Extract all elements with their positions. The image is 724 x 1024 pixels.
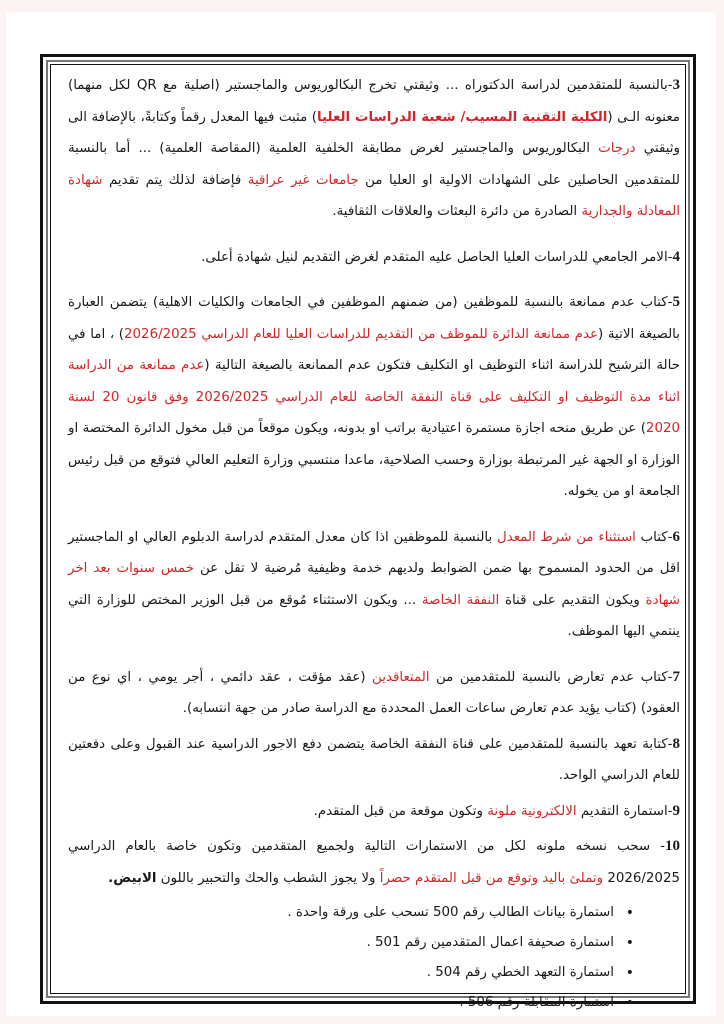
highlighted-text: النفقة الخاصة: [421, 592, 500, 608]
item-number: 9: [672, 802, 680, 819]
page-sheet: [6, 12, 716, 1016]
item-text: ولا يجوز الشطب والحك والتحبير باللون: [156, 870, 380, 886]
item-text: ) ، اما في حالة الترشيح للدراسة اثناء التوظيف او التكليف فتكون عدم الممانعة بالصيغة التالية (: [68, 326, 680, 373]
requirement-item-7: [68, 662, 680, 725]
item-number: 4: [672, 248, 680, 265]
item-text: (عقد مؤقت ، عقد دائمي ، أجر يومي ، اي نوع من العقود) (كتاب يؤيد عدم تعارض ساعات العمل المحددة مع الدراسة صادر من جهة انتسابه).: [68, 669, 680, 716]
item-text: الصادرة من دائرة البعثات والعلاقات الثقافية.: [332, 204, 582, 219]
highlighted-text: درجات: [598, 141, 636, 156]
item-number: 10: [665, 838, 680, 854]
item-text: -بالنسبة للمتقدمين لدراسة الدكتوراه ... وثيقتي تخرج البكالوريوس والماجستير (اصلية مع QR لكل منهما) معنونه الـى (: [68, 78, 680, 125]
item-text: - سحب نسخه ملونه لكل من الاستمارات التالية ولجميع المتقدمين وتكون خاصة بالعام الدراسي 2026/2025: [68, 839, 680, 886]
item-text: وتكون موقعة من قبل المتقدم.: [313, 803, 488, 819]
item-text: -استمارة التقديم: [576, 803, 673, 819]
highlighted-text: شهادة المعادلة والجدارية: [68, 172, 680, 219]
highlighted-text: الالكترونية ملونة: [487, 803, 577, 819]
requirement-item-4: [68, 242, 680, 274]
item-text: -كتاب: [635, 529, 673, 545]
requirement-item-3: [68, 70, 680, 228]
item-number: 5: [672, 294, 680, 310]
form-list-item: • استمارة بيانات الطالب رقم 500 تسحب على ورقة واحدة .: [68, 898, 634, 928]
highlighted-text: عدم ممانعة الدائرة للموظف من التقديم للدراسات العليا للعام الدراسي 2026/2025: [124, 326, 598, 342]
document-body: [68, 70, 680, 1018]
requirement-item-10: [68, 831, 680, 894]
item-text: ويكون التقديم على قناة: [499, 592, 646, 608]
item-number: 7: [672, 668, 681, 685]
item-text: ) مثبت فيها المعدل رقماً وكتابةً، بالإضافة الى وثيقتي: [68, 109, 680, 156]
highlighted-text: وتملئ باليد وتوقع من قبل المتقدم حصراً: [379, 870, 604, 886]
item-text: -كتاب عدم تعارض بالنسبة للمتقدمين من: [429, 669, 673, 685]
requirements-list: [68, 70, 680, 894]
item-number: 3: [672, 77, 681, 93]
form-list-item: • استمارة المقابلة رقم 506 .: [68, 988, 634, 1018]
item-text: ... ويكون الاستثناء مُوقع من قبل الوزير المختص للوزارة التي ينتمي اليها الموظف.: [68, 592, 680, 639]
form-list-item: • استمارة التعهد الخطي رقم 504 .: [68, 958, 634, 988]
item-text: -الامر الجامعي للدراسات العليا الحاصل عليه المتقدم لغرض التقديم لنيل شهادة أعلى.: [201, 249, 673, 265]
item-text: -كتابة تعهد بالنسبة للمتقدمين على قناة النفقة الخاصة يتضمن دفع الاجور الدراسية عند القبول وعلى دفعتين للعام الدراسي الواحد.: [68, 736, 680, 783]
item-text: الابيض.: [108, 870, 157, 886]
item-text: البكالوريوس والماجستير لغرض مطابقة الخلفية العلمية (المقاصة العلمية) ... أما بالنسبة للمتقدمين الحاصلين على الشهادات الاولية او العليا من: [68, 141, 681, 188]
highlighted-text: استثناء من شرط المعدل: [496, 529, 636, 545]
requirement-item-6: [68, 522, 680, 648]
item-text: فإضافة لذلك يتم تقديم: [102, 172, 248, 188]
requirement-item-8: [68, 729, 680, 792]
item-text: -كتاب عدم ممانعة بالنسبة للموظفين (من ضمنهم الموظفين في الجامعات والكليات الاهلية) يتضمن العبارة بالصيغة الاتية (: [68, 295, 680, 342]
item-number: 6: [672, 528, 680, 545]
item-text: بالنسبة للموظفين اذا كان معدل المتقدم لدراسة الدبلوم العالي او الماجستير اقل من الحدود المسموح بها ضمن الضوابط ولديهم خدمة وظيفية مُرضية لا تقل عن: [68, 529, 681, 576]
item-text: ) عن طريق منحه اجازة مستمرة اعتيادية براتب او بدونه، ويكون موقعاً من قبل مخول الدائرة المختصة او الوزارة او الجهة غير المرتبطة بوزارة وحسب الصلاحية، ماعدا منتسبي وزارة التعليم العالي فتوقع من قبل رئيس الجامعة او من يخوله.: [68, 421, 680, 499]
highlighted-text: المتعاقدين: [372, 669, 430, 685]
highlighted-text: خمس سنوات بعد اخر شهادة: [68, 561, 680, 608]
highlighted-text: الكلية التقنية المسيب/ شعبة الدراسات العليا: [317, 109, 608, 125]
highlighted-text: عدم ممانعة من الدراسة اثناء مدة التوظيف او التكليف على قناة النفقة الخاصة للعام الدراسي 2026/2025 وفق قانون 20 لسنة 2020: [68, 358, 681, 436]
requirement-item-9: [68, 796, 680, 828]
highlighted-text: جامعات غير عراقية: [247, 172, 359, 188]
form-list-item: • استمارة صحيفة اعمال المتقدمين رقم 501 .: [68, 928, 634, 958]
item-number: 8: [672, 735, 680, 752]
requirement-item-5: [68, 287, 680, 508]
forms-list: [68, 898, 680, 1018]
